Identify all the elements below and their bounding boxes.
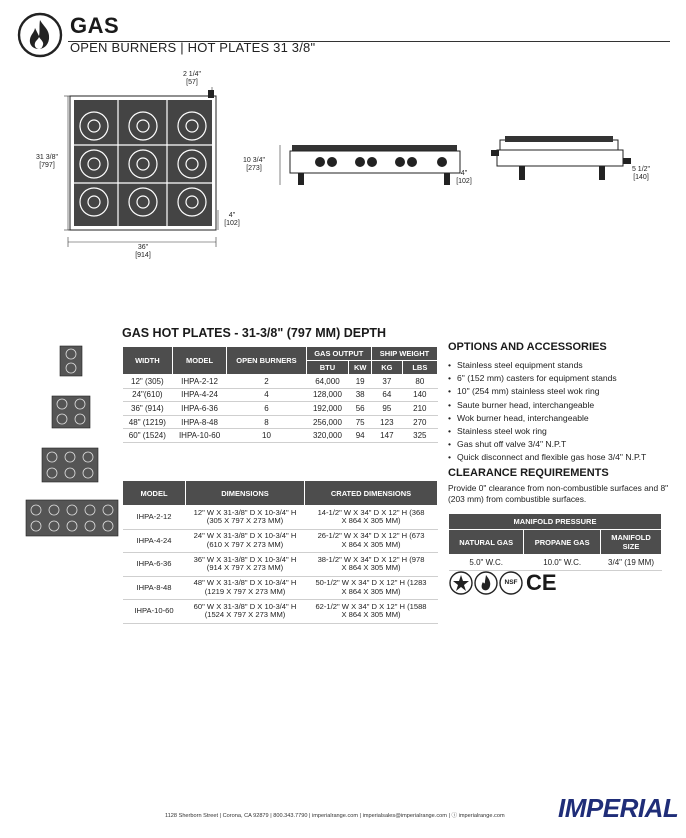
list-item: • Wok burner head, interchangeable xyxy=(448,412,678,425)
clearance-title: CLEARANCE REQUIREMENTS xyxy=(448,467,609,479)
table-row: 48" (1219) IHPA-8-48 8 256,000 75 123 270 xyxy=(123,415,438,429)
col-lbs: LBS xyxy=(402,361,437,375)
table-row: IHPA-4-24 24" W X 31-3/8" D X 10-3/4" H (610 X 797 X 273 MM) 26-1/2" W X 34" D X 12" H (673 X 864 X 305 MM) xyxy=(123,529,438,553)
back-mm: [102] xyxy=(224,220,240,227)
spec-table-title: GAS HOT PLATES - 31-3/8" (797 MM) DEPTH xyxy=(122,326,387,340)
depth-mm: [797] xyxy=(39,162,55,169)
nsf-logo: NSF xyxy=(504,579,518,586)
col-ship-weight: SHIP WEIGHT xyxy=(372,347,438,361)
front-height-dim: 10 3/4" xyxy=(243,157,265,164)
col-propane-gas: PROPANE GAS xyxy=(524,530,601,555)
flame-logo-icon xyxy=(17,12,63,58)
front-leg-mm: [102] xyxy=(456,178,472,185)
front-view-drawing xyxy=(270,135,470,195)
col-model: MODEL xyxy=(123,481,186,506)
list-item: • Gas shut off valve 3/4" N.P.T xyxy=(448,438,678,451)
front-height-mm: [273] xyxy=(246,165,262,172)
clearance-section xyxy=(448,467,678,505)
manifold-table xyxy=(448,513,662,571)
table-row: 36" (914) IHPA-6-36 6 192,000 56 95 210 xyxy=(123,402,438,416)
table-row: IHPA-6-36 36" W X 31-3/8" D X 10-3/4" H (914 X 797 X 273 MM) 38-1/2" W X 34" D X 12" H (978 X 864 X 305 MM) xyxy=(123,553,438,577)
depth-dim: 31 3/8" xyxy=(36,154,58,161)
list-item: • Stainless steel wok ring xyxy=(448,425,678,438)
list-item: • Stainless steel equipment stands xyxy=(448,359,678,372)
col-kg: KG xyxy=(372,361,403,375)
page-subtitle: OPEN BURNERS | HOT PLATES 31 3/8" xyxy=(70,40,316,55)
col-crated: CRATED DIMENSIONS xyxy=(305,481,438,506)
col-model: MODEL xyxy=(172,347,227,375)
col-width: WIDTH xyxy=(123,347,173,375)
col-dimensions: DIMENSIONS xyxy=(186,481,305,506)
table-row: IHPA-10-60 60" W X 31-3/8" D X 10-3/4" H (1524 X 797 X 273 MM) 62-1/2" W X 34" D X 12" H (1588 X 864 X 305 MM) xyxy=(123,600,438,624)
table-row: IHPA-8-48 48" W X 31-3/8" D X 10-3/4" H (1219 X 797 X 273 MM) 50-1/2" W X 34" D X 12" H (1283 X 864 X 305 MM) xyxy=(123,576,438,600)
list-item: • Saute burner head, interchangeable xyxy=(448,399,678,412)
list-item: • Quick disconnect and flexible gas hose 3/4" N.P.T xyxy=(448,451,678,464)
col-manifold-size: MANIFOLD SIZE xyxy=(601,530,662,555)
table-row: 5.0" W.C. 10.0" W.C. 3/4" (19 MM) xyxy=(449,555,662,571)
table-row: 24"(610) IHPA-4-24 4 128,000 38 64 140 xyxy=(123,388,438,402)
top-width-dim: 2 1/4" xyxy=(182,71,202,78)
width-dim: 36" xyxy=(137,244,149,251)
ce-mark: CE xyxy=(526,570,557,595)
side-view-drawing xyxy=(485,130,635,190)
table-row: 60" (1524) IHPA-10-60 10 320,000 94 147 325 xyxy=(123,429,438,443)
clearance-text: Provide 0" clearance from non-combustible surfaces and 8" (203 mm) from combustible surfaces. xyxy=(448,483,669,504)
options-title: OPTIONS AND ACCESSORIES xyxy=(448,341,607,353)
front-leg-dim: 4" xyxy=(460,170,468,177)
options-section xyxy=(448,341,678,465)
top-width-mm: [57] xyxy=(186,79,198,86)
side-mm: [140] xyxy=(633,174,649,181)
table-row: IHPA-2-12 12" W X 31-3/8" D X 10-3/4" H (305 X 797 X 273 MM) 14-1/2" W X 34" D X 12" H (368 X 864 X 305 MM) xyxy=(123,506,438,530)
col-kw: KW xyxy=(349,361,372,375)
list-item: • 6" (152 mm) casters for equipment stands xyxy=(448,372,678,385)
width-mm: [914] xyxy=(135,252,151,259)
dimensions-table xyxy=(122,480,438,624)
col-open-burners: OPEN BURNERS xyxy=(227,347,306,375)
col-natural-gas: NATURAL GAS xyxy=(449,530,524,555)
manifold-title: MANIFOLD PRESSURE xyxy=(449,514,662,530)
footer-contact: 1128 Sherborn Street | Corona, CA 92879 | 800.343.7790 | imperialrange.com | imperialsales@imperialrange.com | ⓘ imperialrange.com xyxy=(165,813,505,819)
back-dim: 4" xyxy=(228,212,236,219)
col-gas-output: GAS OUTPUT xyxy=(306,347,372,361)
product-thumbnails xyxy=(20,342,120,542)
certification-logos xyxy=(448,568,558,598)
table-row: 12" (305) IHPA-2-12 2 64,000 19 37 80 xyxy=(123,375,438,389)
brand-logo: IMPERIAL xyxy=(558,793,679,823)
page-title: GAS xyxy=(70,13,120,38)
col-btu: BTU xyxy=(306,361,349,375)
spec-table xyxy=(122,346,438,443)
side-dim: 5 1/2" xyxy=(631,166,651,173)
top-view-drawing xyxy=(36,70,241,270)
list-item: • 10" (254 mm) stainless steel wok ring xyxy=(448,385,678,398)
